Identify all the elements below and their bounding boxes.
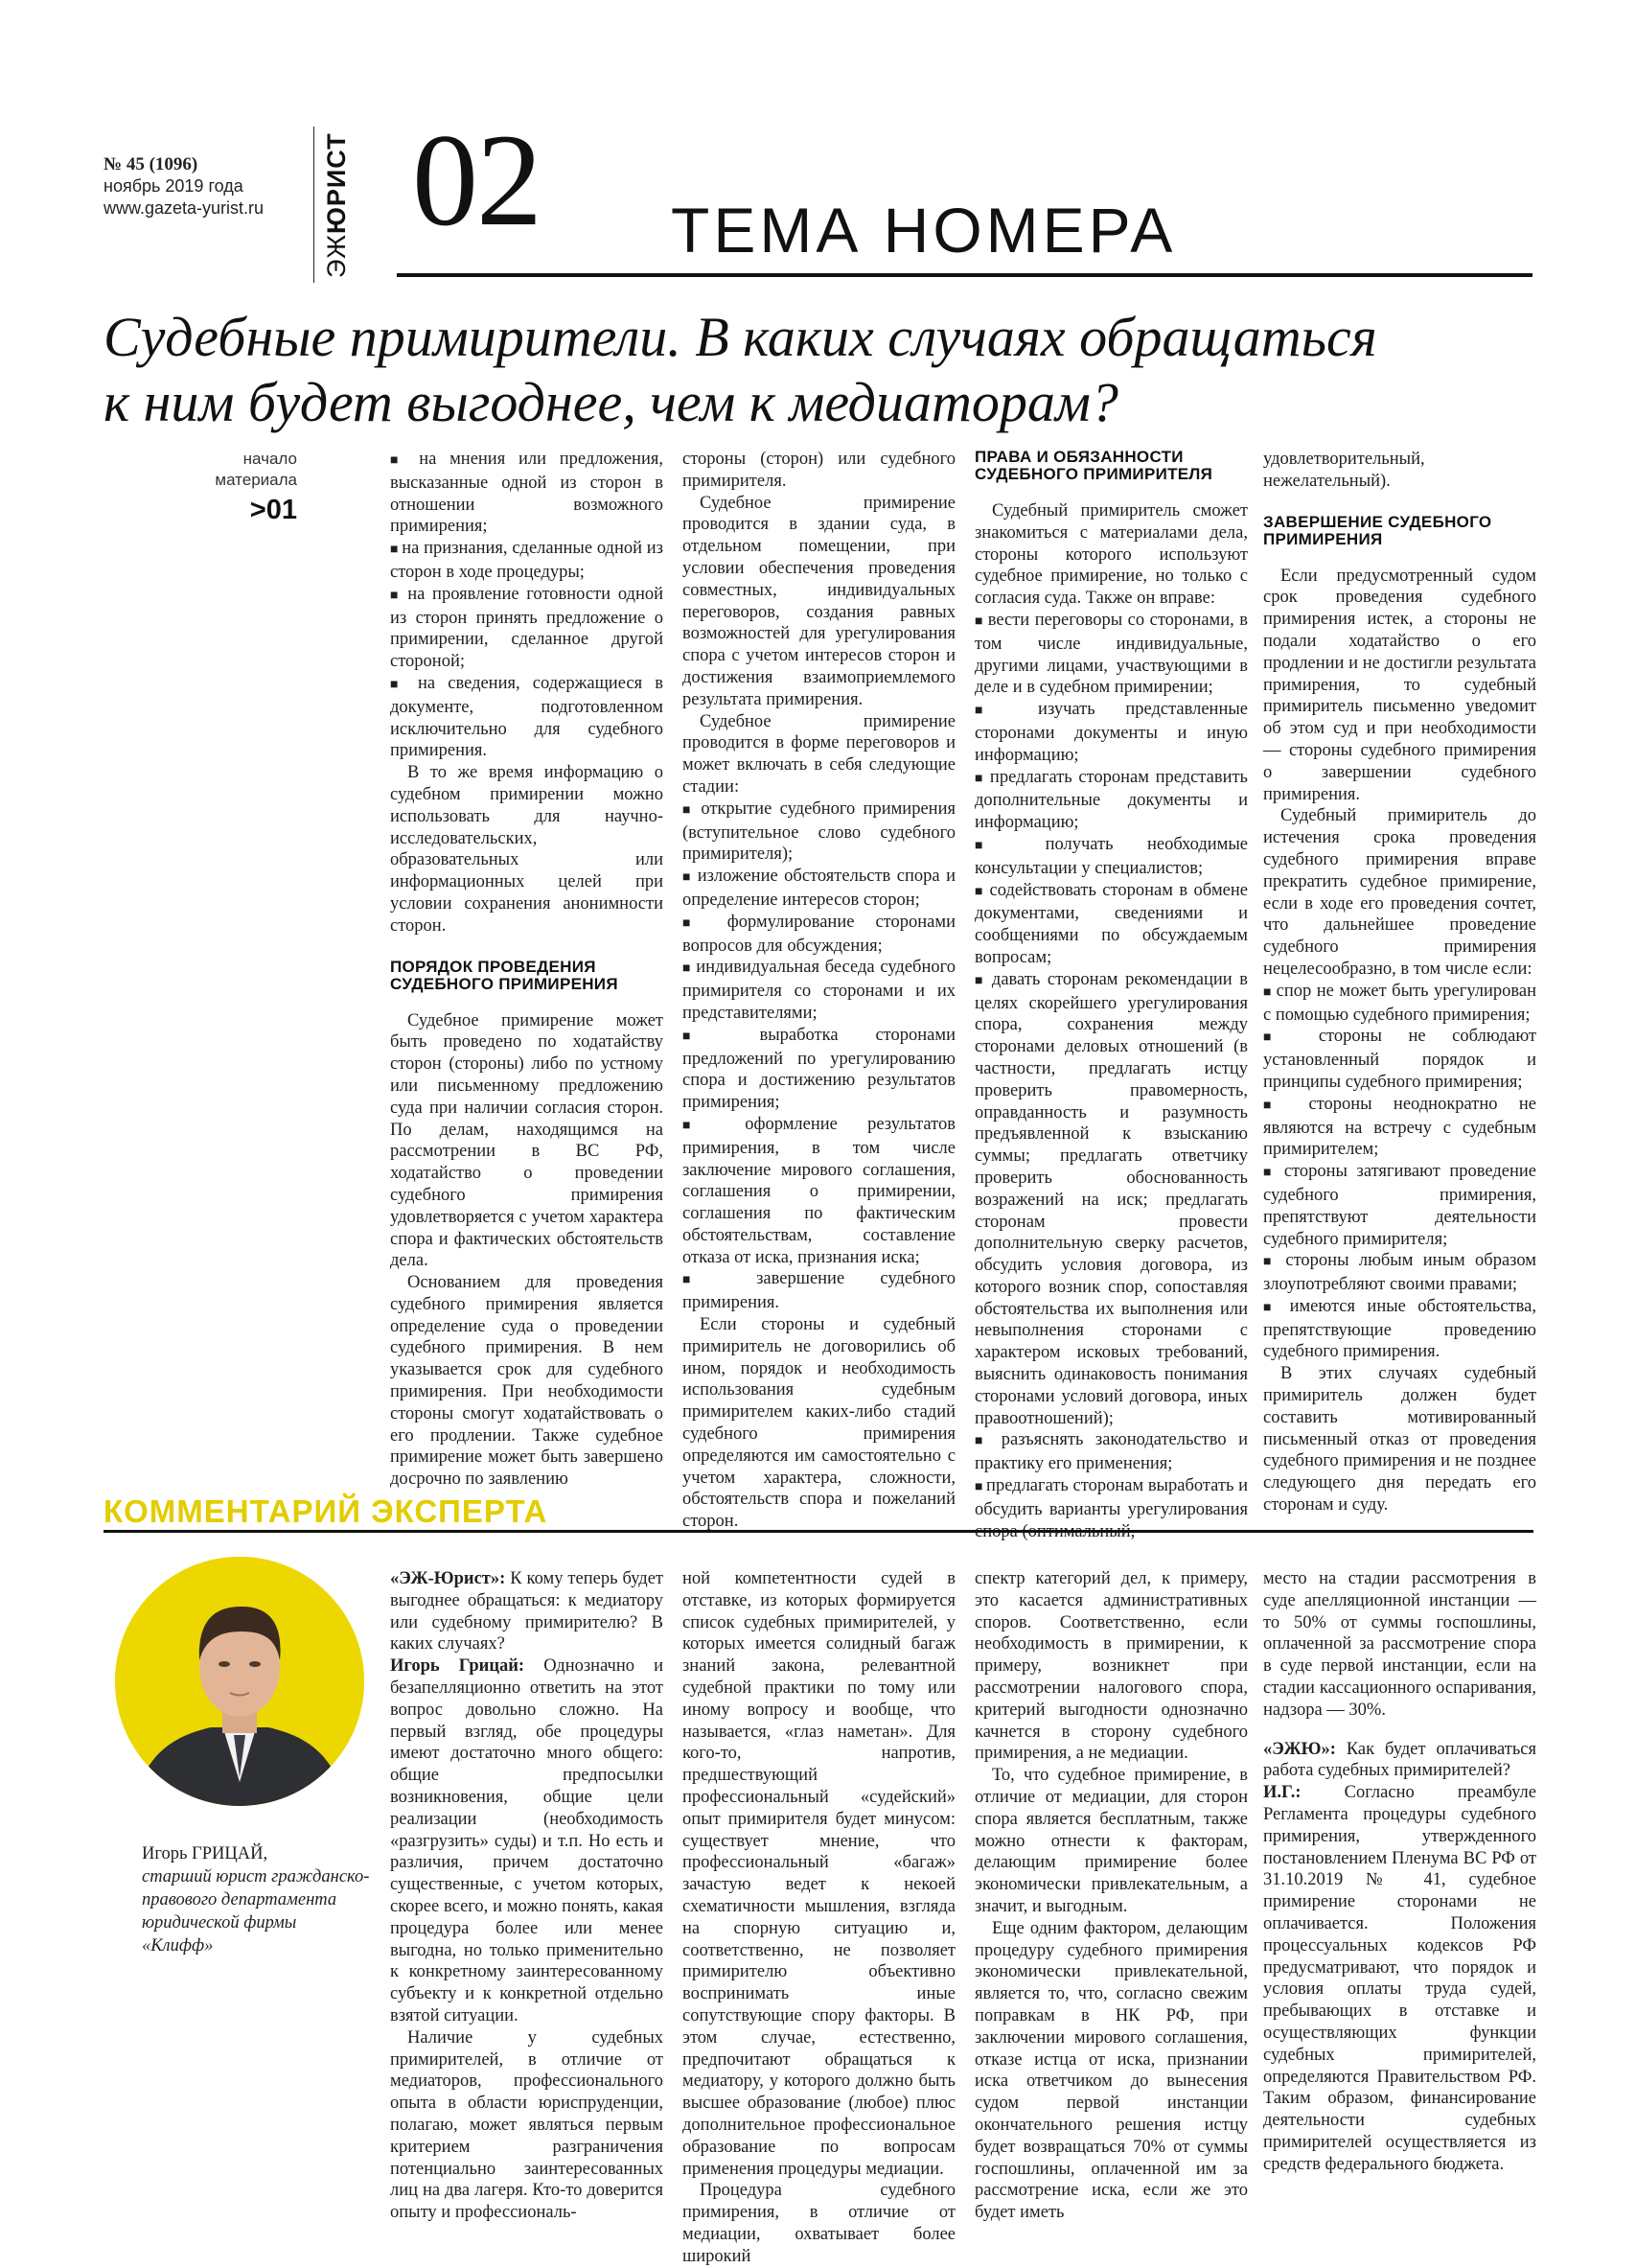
paragraph: ной компетентности судей в отставке, из которых формируется список судебных примирителей, у которых имеется солидный багаж знаний закона, релевантной судебной практики по тому или иному вопросу и вообще, что называется, «глаз наметан». Для кого-то, напротив, предшествующий профессиональный «судейский» опыт примирителя будет минусом: существует мнение, что профессиональный «багаж» зачастую ведет к некоей схематичности мышления, взгляда на спорную ситуацию и, соответственно, не позволяет примирителю объективно воспринимать иные сопутствующие спору факторы. В этом случае, естественно, предпочитают обращаться к медиатору, у которого должно быть высшее образование (любое) плюс дополнительное профессиональное образование по вопросам применения процедуры медиации. (682, 1569, 956, 2179)
question-text: Как будет оплачиваться работа судебных примирителей? (1263, 1739, 1536, 1781)
paragraph: Еще одним фактором, делающим процедуру судебного примирения экономически привлекательной, является то, что, согласно свежим поправкам в НК РФ, при заключении мирового соглашения, отказе истца от иска, признании иска ответчиком до вынесения судом первой инстанции окончательного решения истцу будет возвращаться 70% от суммы госпошлины, оплаченной им за рассмотрение иска, если же это будет иметь (975, 1918, 1248, 2223)
paragraph: Судебное примирение проводится в форме переговоров и может включать в себя следующие стадии: (682, 711, 956, 797)
article-column-4 (1263, 449, 1536, 1516)
paragraph: В этих случаях судебный примиритель должен будет составить мотивированный письменный отказ от проведения судебного примирения и не позднее следующего дня передать его сторонам и суду. (1263, 1364, 1536, 1516)
list-item: ■ изучать представленные сторонами документы и иную информацию; (975, 699, 1248, 766)
list-item: ■ разъяснять законодательство и практику его применения; (975, 1429, 1248, 1475)
paragraph: Судебное примирение может быть проведено по ходатайству сторон (стороны) либо по устному или письменному предложению суда при наличии согласия сторон. По делам, находящимся на рассмотрении в ВС РФ, ходатайство о проведении судебного примирения удовлетворяется с учетом характера спора и фактических обстоятельств дела. (390, 1010, 663, 1271)
subheading: ЗАВЕРШЕНИЕ СУДЕБНОГО ПРИМИРЕНИЯ (1263, 512, 1492, 548)
list-item: ■ предлагать сторонам представить дополнительные документы и информацию; (975, 767, 1248, 834)
continuation-note (144, 449, 297, 529)
paragraph: стороны (сторон) или судебного примирителя. (682, 450, 956, 491)
issue-number: № 45 (1096) (104, 154, 198, 174)
list-item: ■ на сведения, содержащиеся в документе, подготовленном исключительно для судебного примирения. (390, 673, 663, 762)
expert-role (142, 1865, 372, 1957)
brand-name: ЮРИСТ (322, 132, 351, 234)
paragraph: спектр категорий дел, к примеру, это касается административных споров. Соответственно, если необходимость в примирении, к примеру, возникнет при рассмотрении налогового спора, критерий выгодности однозначно качнется в сторону судебного примирения, а не медиации. (975, 1569, 1248, 1764)
paragraph: удовлетворительный, нежелательный). (1263, 450, 1425, 491)
issue-info (104, 153, 264, 220)
question-label: «ЭЖЮ»: (1263, 1739, 1336, 1759)
question-text: К кому теперь будет выгоднее обращаться: к медиатору или судебному примирителю? В каких случаях? (390, 1569, 663, 1655)
start-label-2: материала (215, 471, 297, 489)
answer-label: Игорь Грицай: (390, 1656, 525, 1677)
list-item: ■ формулирование сторонами вопросов для обсуждения; (682, 912, 956, 958)
article-column-3 (975, 449, 1248, 1542)
paragraph: место на стадии рассмотрения в суде апелляционной инстанции — то 50% от суммы госпошлины, оплаченной за рассмотрение спора в суде первой инстанции, если на стадии кассационного оспаривания, надзора — 30%. (1263, 1569, 1536, 1720)
website-link[interactable]: www.gazeta-yurist.ru (104, 198, 265, 218)
list-item: ■ на признания, сделанные одной из сторон в ходе процедуры; (390, 538, 663, 584)
answer-label: И.Г.: (1263, 1783, 1302, 1803)
paragraph: Судебный примиритель до истечения срока проведения судебного примирения вправе прекратить судебное примирение, если в ходе его проведения сочтет, что дальнейшее проведение судебного примирения нецелесообразно, в том числе если: (1263, 806, 1536, 979)
issue-date: ноябрь 2019 года (104, 176, 243, 196)
list-item: ■ имеются иные обстоятельства, препятствующие проведению судебного примирения. (1263, 1296, 1536, 1363)
list-item: ■ стороны неоднократно не являются на встречу с судебным примирителем; (1263, 1094, 1536, 1161)
list-item: ■ завершение судебного примирения. (682, 1268, 956, 1314)
expert-column-3 (975, 1568, 1248, 2224)
page-number: 02 (412, 106, 541, 253)
list-item: ■ изложение обстоятельств спора и определение интересов сторон; (682, 866, 956, 912)
article-headline (104, 305, 1541, 435)
expert-column-1 (390, 1568, 663, 2224)
list-item: ■ индивидуальная беседа судебного примирителя со сторонами и их представителями; (682, 957, 956, 1024)
list-item: ■ спор не может быть урегулирован с помощью судебного примирения; (1263, 981, 1536, 1027)
article-column-2 (682, 449, 956, 1533)
list-item: ■ стороны любым иным образом злоупотребляют своими правами; (1263, 1250, 1536, 1296)
list-item: ■ стороны не соблюдают установленный порядок и принципы судебного примирения; (1263, 1026, 1536, 1093)
start-page-ref[interactable]: >01 (249, 495, 297, 525)
question (390, 1568, 663, 1655)
list-item: ■ открытие судебного примирения (вступительное слово судебного примирителя); (682, 798, 956, 866)
list-item: ■ вести переговоры со сторонами, в том числе индивидуальные, другими лицами, участвующими в деле и в судебном примирении; (975, 610, 1248, 699)
list-item: ■ предлагать сторонам выработать и обсудить варианты урегулирования спора (оптимальный, (975, 1475, 1248, 1542)
brand-logo (322, 132, 352, 278)
paragraph: Судебный примиритель сможет знакомиться с материалами дела, стороны которого используют судебное примирение, но только с согласия суда. Также он вправе: (975, 501, 1248, 609)
paragraph: В то же время информацию о судебном примирении можно использовать для научно-исследовательских, образовательных или информационных целей при условии сохранения анонимности сторон. (390, 763, 663, 936)
subheading: ПОРЯДОК ПРОВЕДЕНИЯ СУДЕБНОГО ПРИМИРЕНИЯ (390, 957, 618, 993)
paragraph: Основанием для проведения судебного примирения является определение суда о проведении судебного примирения. В нем указывается срок для судебного примирения. При необходимости стороны смогут ходатайствовать о его продлении. Также судебное примирение может быть завершено досрочно по заявлению (390, 1273, 663, 1490)
answer-text: Согласно преамбуле Регламента процедуры судебного примирения, утвержденного постановлением Пленума ВС РФ от 31.10.2019 № 41, судебное примирение сторонами не оплачивается. Положения процессуальных кодексов РФ предусматривают, что порядок и условия оплаты труда судей, пребывающих в отставке и осуществляющих функции судебных примирителей, определяются Правительством РФ. Таким образом, финансирование деятельности судебных примирителей осуществляется из средств федерального бюджета. (1263, 1783, 1536, 2174)
answer (390, 1655, 663, 2027)
question-label: «ЭЖ-Юрист»: (390, 1569, 506, 1588)
list-item: ■ выработка сторонами предложений по урегулированию спора и достижению результатов примирения; (682, 1025, 956, 1114)
paragraph: Процедура судебного примирения, в отличие от медиации, охватывает более широкий (682, 2181, 956, 2266)
brand-prefix: ЭЖ (322, 233, 351, 278)
article-column-1 (390, 449, 663, 1491)
list-item: ■ давать сторонам рекомендации в целях скорейшего урегулирования спора, сохранения между сторонами деловых отношений (в частности, предлагать истцу проверить правомерность, оправданность и разумность предъявленной к взысканию суммы; предлагать ответчику проверить обоснованность возражений на иск; предлагать сторонам провести дополнительную сверку расчетов, обсудить условия договора, из которого возник спор, сопоставляя обстоятельства их выполнения или невыполнения сторонами с характером исковых требований, выяснить одинаковость понимания сторонами условий договора, иных правоотношений); (975, 969, 1248, 1430)
list-item: ■ оформление результатов примирения, в том числе заключение мирового соглашения, соглашения о примирении, соглашения по фактическим обстоятельствам, составление отказа от иска, признания иска; (682, 1114, 956, 1269)
list-item: ■ получать необходимые консультации у специалистов; (975, 834, 1248, 880)
list-item: ■ на проявление готовности одной из сторон принять предложение о примирении, сделанное другой стороной; (390, 584, 663, 673)
expert-column-4 (1263, 1568, 1536, 2176)
paragraph: Судебное примирение проводится в здании суда, в отдельном помещении, при условии обеспечения проведения совместных, индивидуальных переговоров, создания равных возможностей для урегулирования спора с учетом интересов сторон и достижения взаимоприемлемого результата примирения. (682, 493, 956, 709)
section-title: ТЕМА НОМЕРА (671, 195, 1177, 266)
portrait-image (115, 1557, 364, 1806)
subheading: ПРАВА И ОБЯЗАННОСТИ СУДЕБНОГО ПРИМИРИТЕЛЯ (975, 448, 1213, 483)
headline-line-2: к ним будет выгоднее, чем к медиаторам? (104, 371, 1118, 433)
answer-text: Однозначно и безапелляционно ответить на этот вопрос довольно сложно. На первый взгляд, обе процедуры имеют достаточно много общего: общие предпосылки возникновения, общие цели реализации (необходимость «разгрузить» суды) и т.п. Но есть и различия, причем достаточно существенные, с учетом которых, скорее всего, и можно понять, какая процедура более или менее выгодна, но только применительно к конкретному заинтересованному субъекту и к конкретной отдельно взятой ситуации. (390, 1656, 664, 2025)
list-item: ■ стороны затягивают проведение судебного примирения, препятствуют деятельности судебного примирителя; (1263, 1161, 1536, 1250)
masthead-divider (313, 127, 314, 283)
question (1263, 1739, 1536, 1783)
paragraph: Если стороны и судебный примиритель не договорились об ином, порядок и необходимость использования судебным примирителем каких-либо стадий судебного примирения определяются им самостоятельно с учетом характера, сложности, обстоятельств спора и пожеланий сторон. (682, 1315, 956, 1532)
headline-line-1: Судебные примирители. В каких случаях обращаться (104, 306, 1377, 368)
paragraph: Наличие у судебных примирителей, в отличие от медиаторов, профессионального опыта в области юриспруденции, полагаю, может являться первым критерием разграничения потенциально заинтересованных лиц на два лагеря. Кто-то доверится опыту и профессиональ- (390, 2027, 663, 2223)
expert-section-title: КОММЕНТАРИЙ ЭКСПЕРТА (104, 1493, 548, 1529)
start-label-1: начало (242, 450, 297, 468)
expert-column-2 (682, 1568, 956, 2268)
answer (1263, 1782, 1536, 2175)
paragraph: То, что судебное примирение, в отличие от медиации, для сторон спора является бесплатным, также можно отнести к факторам, делающим примирение более экономически привлекательным, а значит, и выгодным. (975, 1766, 1248, 1916)
list-item: ■ на мнения или предложения, высказанные одной из сторон в отношении возможного примирения; (390, 449, 663, 538)
header-rule (397, 273, 1532, 277)
list-item: ■ содействовать сторонам в обмене документами, сведениями и сообщениями по обсуждаемым вопросам; (975, 880, 1248, 969)
expert-name: Игорь ГРИЦАЙ, (142, 1844, 268, 1863)
expert-role-text: старший юрист гражданско-правового департамента юридической фирмы «Клифф» (142, 1867, 370, 1956)
expert-photo (115, 1557, 364, 1806)
paragraph: Если предусмотренный судом срок проведения судебного примирения истек, а стороны не подали ходатайство о его продлении и не достигли результата примирения, то судебный примиритель письменно уведомит об этом суд и при необходимости — стороны судебного примирения о завершении судебного примирения. (1263, 566, 1536, 804)
expert-caption (142, 1842, 372, 1957)
